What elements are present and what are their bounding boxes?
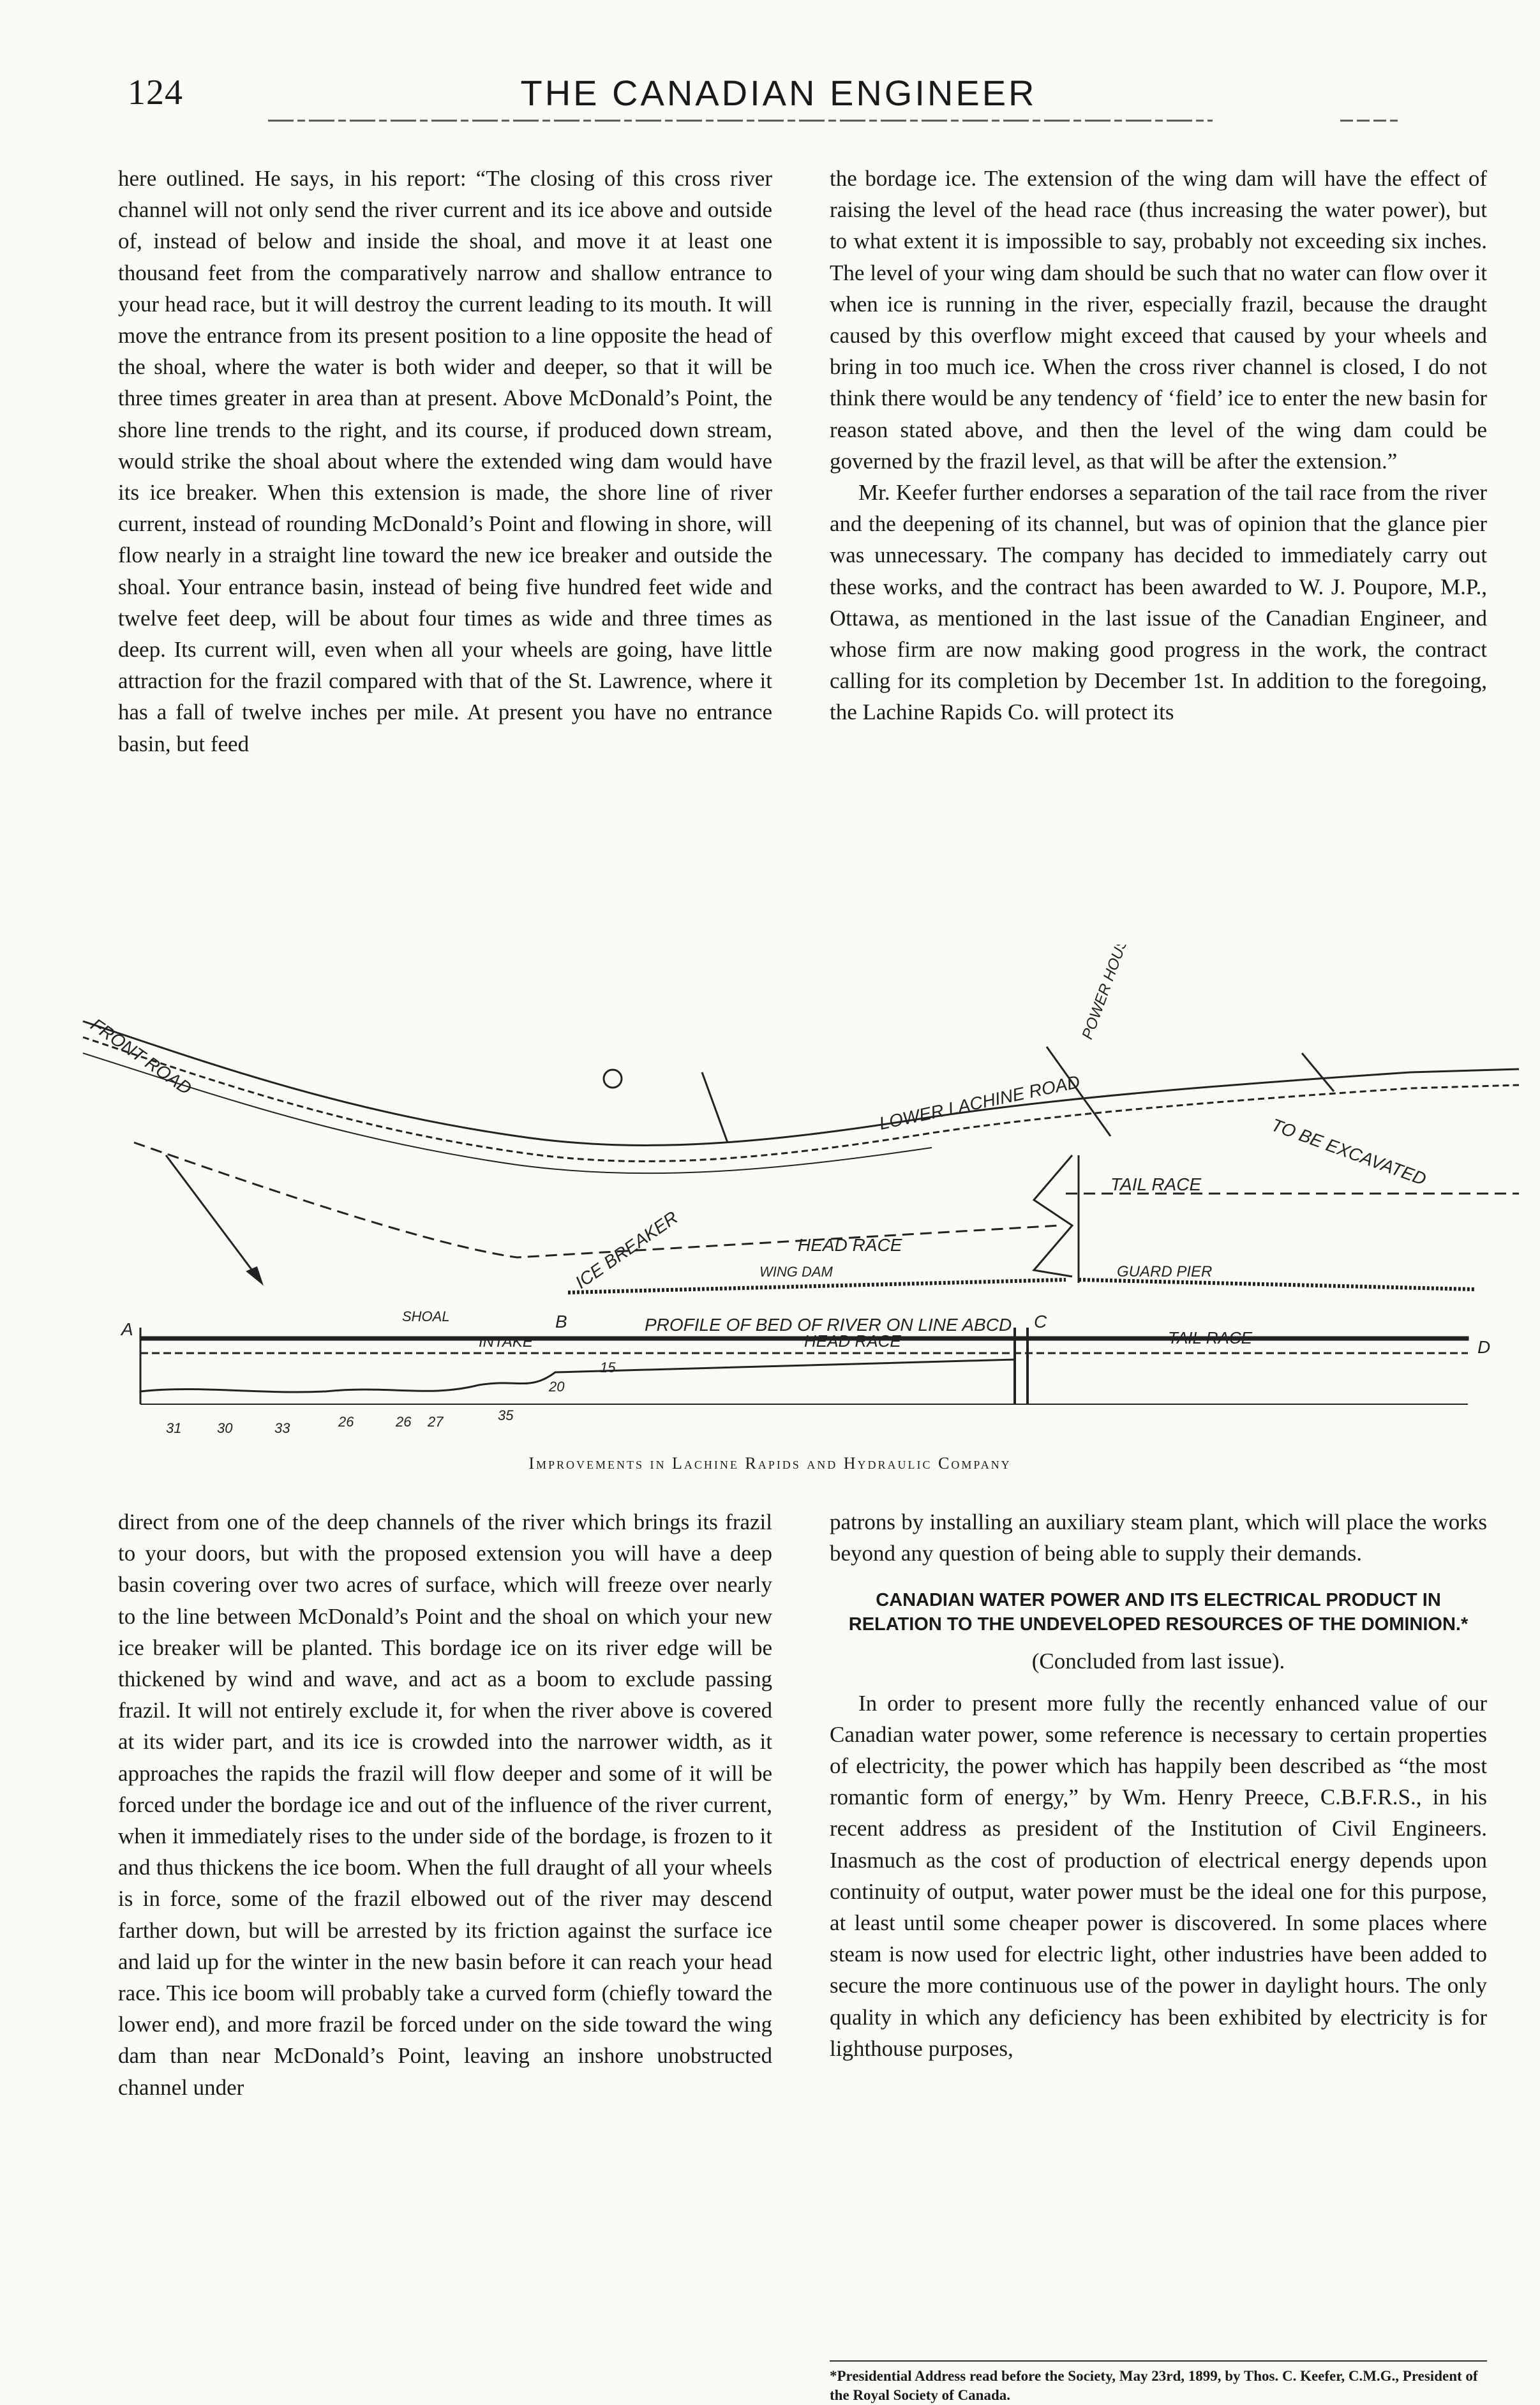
label-wing-dam: WING DAM <box>759 1264 833 1280</box>
profile-bed <box>140 1360 1015 1392</box>
label-intake: INTAKE <box>479 1333 533 1351</box>
concluded-note: (Concluded from last issue). <box>1031 1649 1285 1674</box>
article-column-right-top <box>830 163 1487 954</box>
article-paragraph: Mr. Keefer further endorses a separation of the tail race from the river and the deepening of its channel, but was of opinion that the glance pier was unnecessary. The company has decided to immediately carry out these works, and the contract has been awarded to W. J. Poupore, M.P., Ottawa, as mentioned in the last issue of the Canadian Engineer, and whose firm are now making good progress in the work, the contract calling for its completion by December 1st. In addition to the foregoing, the Lachine Rapids Co. will protect its <box>830 480 1487 725</box>
label-profile-title: PROFILE OF BED OF RIVER ON LINE ABCD <box>645 1315 1012 1335</box>
article-column-left-top <box>118 163 772 954</box>
depth-label: 27 <box>428 1414 444 1430</box>
article-column-right-bottom <box>830 1506 1487 2355</box>
wing-dam-line <box>568 1280 1066 1292</box>
leader-line-2 <box>1302 1053 1334 1091</box>
article-column-left-bottom <box>118 1506 772 2355</box>
label-point-a: A <box>121 1319 133 1339</box>
label-lower-lachine-road: LOWER LACHINE ROAD <box>877 1071 1082 1134</box>
depth-label: 26 <box>338 1414 354 1430</box>
label-head-race-profile: HEAD RACE <box>804 1331 901 1351</box>
article-paragraph: the bordage ice. The extension of the wing dam will have the effect of raising the level of the head race (thus increasing the water power), but to what extent it is impossible to say, probably not exceeding six inches. The level of your wing dam should be such that no water can flow over it when ice is running in the river, especially frazil, because the draught caused by this overflow might exceed that caused by your wheels and bring in too much ice. When the cross river channel is closed, I do not think there would be any tendency of ‘field’ ice to enter the new basin for reason stated above, and then the level of the wing dam could be governed by the frazil level, as that will be after the extension.” <box>830 166 1487 474</box>
article-paragraph: In order to present more fully the recently enhanced value of our Canadian water power, some reference is necessary to certain properties of electricity, the power which has happily been described as “the most romantic form of energy,” by Wm. Henry Preece, C.B.F.R.S., in his recent address as president of the Institution of Civil Engineers. Inasmuch as the cost of production of electrical energy depends upon continuity of output, water power must be the ideal one for this purpose, at least until some cheaper power is discovered. In some places where steam is now used for electric light, other industries have been added to secure the more continuous use of the power in daylight hours. The only quality in which any deficiency has been exhibited by electricity is for lighthouse purposes, <box>830 1690 1487 2061</box>
label-point-c: C <box>1034 1312 1047 1331</box>
depth-label: 31 <box>166 1420 182 1436</box>
pier-zigzag <box>1034 1155 1072 1277</box>
lachine-rapids-figure <box>70 945 1532 1468</box>
label-ice-breaker: ICE BREAKER <box>571 1207 682 1292</box>
depth-label: 35 <box>498 1407 514 1423</box>
depth-label: 33 <box>274 1420 290 1436</box>
label-to-be-excavated: TO BE EXCAVATED <box>1268 1114 1429 1190</box>
head-race-line <box>134 1143 1059 1257</box>
depth-label: 20 <box>549 1379 565 1395</box>
article-paragraph: here outlined. He says, in his report: “The closing of this cross river channel will not only send the river current and its ice above and outside of, instead of below and inside the shoal, and move it at least one thousand feet from the comparatively narrow and shallow entrance to your head race, but it will destroy the current leading to its mouth. It will move the entrance from its present position to a line opposite the head of the shoal, where the water is both wider and deeper, so that it will be three times greater in area than at present. Above McDonald’s Point, the shore line trends to the right, and its course, if produced down stream, would strike the shoal about where the extended wing dam would have its ice breaker. When this extension is made, the shore line of river current, instead of rounding McDonald’s Point and flowing in shore, will flow nearly in a straight line toward the new ice breaker and outside the shoal. Your entrance basin, instead of being five hundred feet wide and twelve feet deep, will be about four times as wide and three times as deep. Its current will, even when all your wheels are going, have little attraction for the frazil compared with that of the St. Lawrence, where it has a fall of twelve inches per mile. At present you have no entrance basin, but feed <box>118 166 772 756</box>
header-rule <box>89 116 1423 125</box>
guard-pier-line <box>1079 1280 1474 1289</box>
road-edge <box>83 1053 932 1173</box>
leader-line <box>702 1072 728 1143</box>
label-point-b: B <box>555 1312 567 1331</box>
label-guard-pier: GUARD PIER <box>1117 1263 1213 1280</box>
label-power-house: POWER HOUSE <box>1079 945 1135 1042</box>
article-paragraph: direct from one of the deep channels of the river which brings its frazil to your doors, but with the proposed extension you will have a deep basin covering over two acres of surface, which will freeze over nearly to the line between McDonald’s Point and the shoal on which your new ice breaker will be planted. This bordage ice on its river edge will be thickened by wind and wave, and act as a boom to exclude passing frazil. It will not entirely exclude it, for when the river above is covered at its wider part, and its ice is crowded into the narrower width, as it approaches the rapids the frazil will flow deeper and some of it will be forced under the bordage ice and out of the influence of the river current, when it immediately rises to the under side of the bordage, is frozen to it and thus thickens the ice boom. When the full draught of all your wheels is in force, some of the frazil elbowed out of the river may descend farther down, but will be arrested by its friction against the surface ice and laid up for the winter in the new basin before it can reach your head race. This ice boom will probably take a curved form (chiefly toward the lower end), and more frazil be forced under on the side toward the wing dam than near McDonald’s Point, leaving an inshore unobstructed channel under <box>118 1510 772 2100</box>
article-paragraph: patrons by installing an auxiliary steam plant, which will place the works beyond any question of being able to supply their demands. <box>830 1510 1487 1566</box>
footnote: *Presidential Address read before the Society, May 23rd, 1899, by Thos. C. Keefer, C.M.G., President of the Royal Society of Canada. <box>830 2360 1487 2405</box>
figure-drawing <box>70 945 1532 1468</box>
article-heading: CANADIAN WATER POWER AND ITS ELECTRICAL PRODUCT IN RELATION TO THE UNDEVELOPED RESOURCES OF THE DOMINION.* <box>848 1590 1469 1635</box>
page-number: 124 <box>128 73 183 112</box>
label-front-road: FRONT ROAD <box>87 1014 195 1099</box>
label-tail-race: TAIL RACE <box>1110 1174 1202 1194</box>
depth-label: 30 <box>217 1420 233 1436</box>
label-tail-race-profile: TAIL RACE <box>1168 1328 1252 1347</box>
flow-arrowhead <box>248 1268 262 1283</box>
compass-rose <box>604 1070 622 1088</box>
flow-arrow <box>166 1155 262 1283</box>
label-shoal: SHOAL <box>402 1308 450 1324</box>
label-point-d: D <box>1477 1337 1491 1357</box>
journal-title: THE CANADIAN ENGINEER <box>520 73 1037 113</box>
figure-caption: Improvements in Lachine Rapids and Hydraulic Company <box>528 1454 1012 1472</box>
label-head-race: HEAD RACE <box>798 1235 902 1255</box>
depth-label: 26 <box>396 1414 412 1430</box>
depth-label: 15 <box>600 1360 616 1375</box>
